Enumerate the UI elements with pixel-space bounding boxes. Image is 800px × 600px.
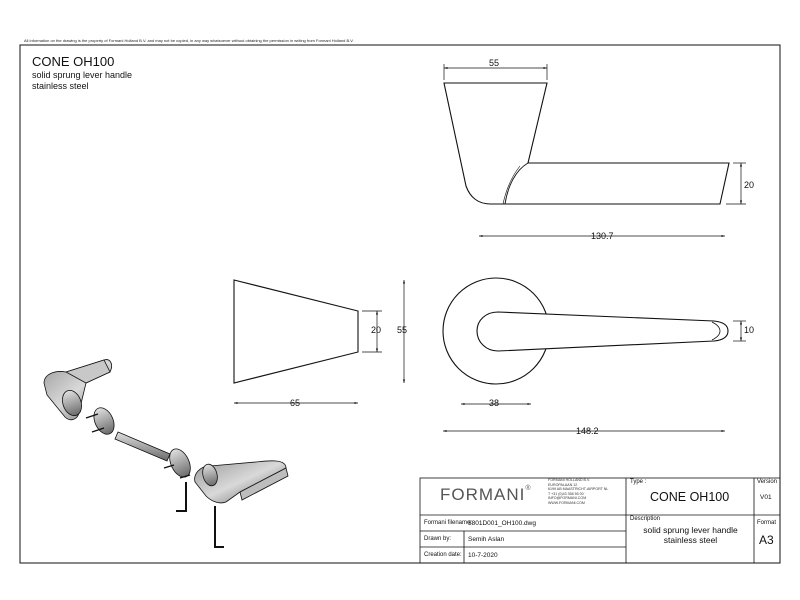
dim-side-small: 20 [371, 325, 382, 335]
company-address: FORMANI HOLLAND B.V. EUROPALAAN 12 6199 AB MAASTRICHT-AIRPORT NL T +31 (0)43 358 55 00 INFO@FORMANI.COM WWW.FORMANI.COM [548, 478, 609, 505]
dim-top-length: 130.7 [591, 231, 614, 241]
filename-label: Formani filename: [424, 520, 473, 526]
front-view [443, 278, 728, 384]
exploded-assembly-illustration [44, 360, 288, 547]
drawn-by-label: Drawn by: [424, 536, 452, 542]
type-label: Type : [630, 479, 647, 485]
creation-date-label: Creation date: [424, 552, 462, 558]
formani-logo-text: FORMANI [440, 485, 526, 504]
drawing-material: stainless steel [32, 81, 89, 91]
ownership-disclaimer: All information on the drawing is the property of Formani Holland B.V. and may not be copied, in any way whatsoever without obtaining the permission in writing from Formani Holland B.V. [24, 38, 354, 43]
format-value: A3 [759, 533, 774, 547]
dim-top-height: 20 [744, 180, 755, 190]
drawing-title: CONE OH100 [32, 54, 115, 69]
dim-front-small: 10 [744, 325, 755, 335]
dim-top-height-line [726, 163, 746, 204]
type-value: CONE OH100 [650, 490, 730, 504]
dim-side-large: 55 [397, 325, 408, 335]
description-line2: stainless steel [663, 535, 718, 545]
version-value: V01 [760, 494, 772, 501]
filename-value: 3801D001_OH100.dwg [468, 520, 536, 527]
description-label: Description [630, 516, 661, 522]
registered-mark: ® [525, 485, 532, 492]
sheet-border [20, 45, 780, 563]
top-view [444, 83, 729, 204]
dim-front-rose: 38 [489, 398, 500, 408]
drawing-subtitle: solid sprung lever handle [32, 70, 133, 80]
dim-front-length: 148.2 [576, 426, 599, 436]
description-line1: solid sprung lever handle [643, 525, 738, 535]
side-view [234, 280, 358, 383]
creation-date-value: 10-7-2020 [468, 552, 498, 559]
dim-top-width: 55 [489, 58, 500, 68]
format-label: Format [757, 520, 777, 526]
dim-side-depth: 65 [290, 398, 301, 408]
formani-logo [440, 485, 532, 505]
version-label: Version [757, 479, 778, 485]
drawn-by-value: Semih Aslan [468, 536, 505, 543]
